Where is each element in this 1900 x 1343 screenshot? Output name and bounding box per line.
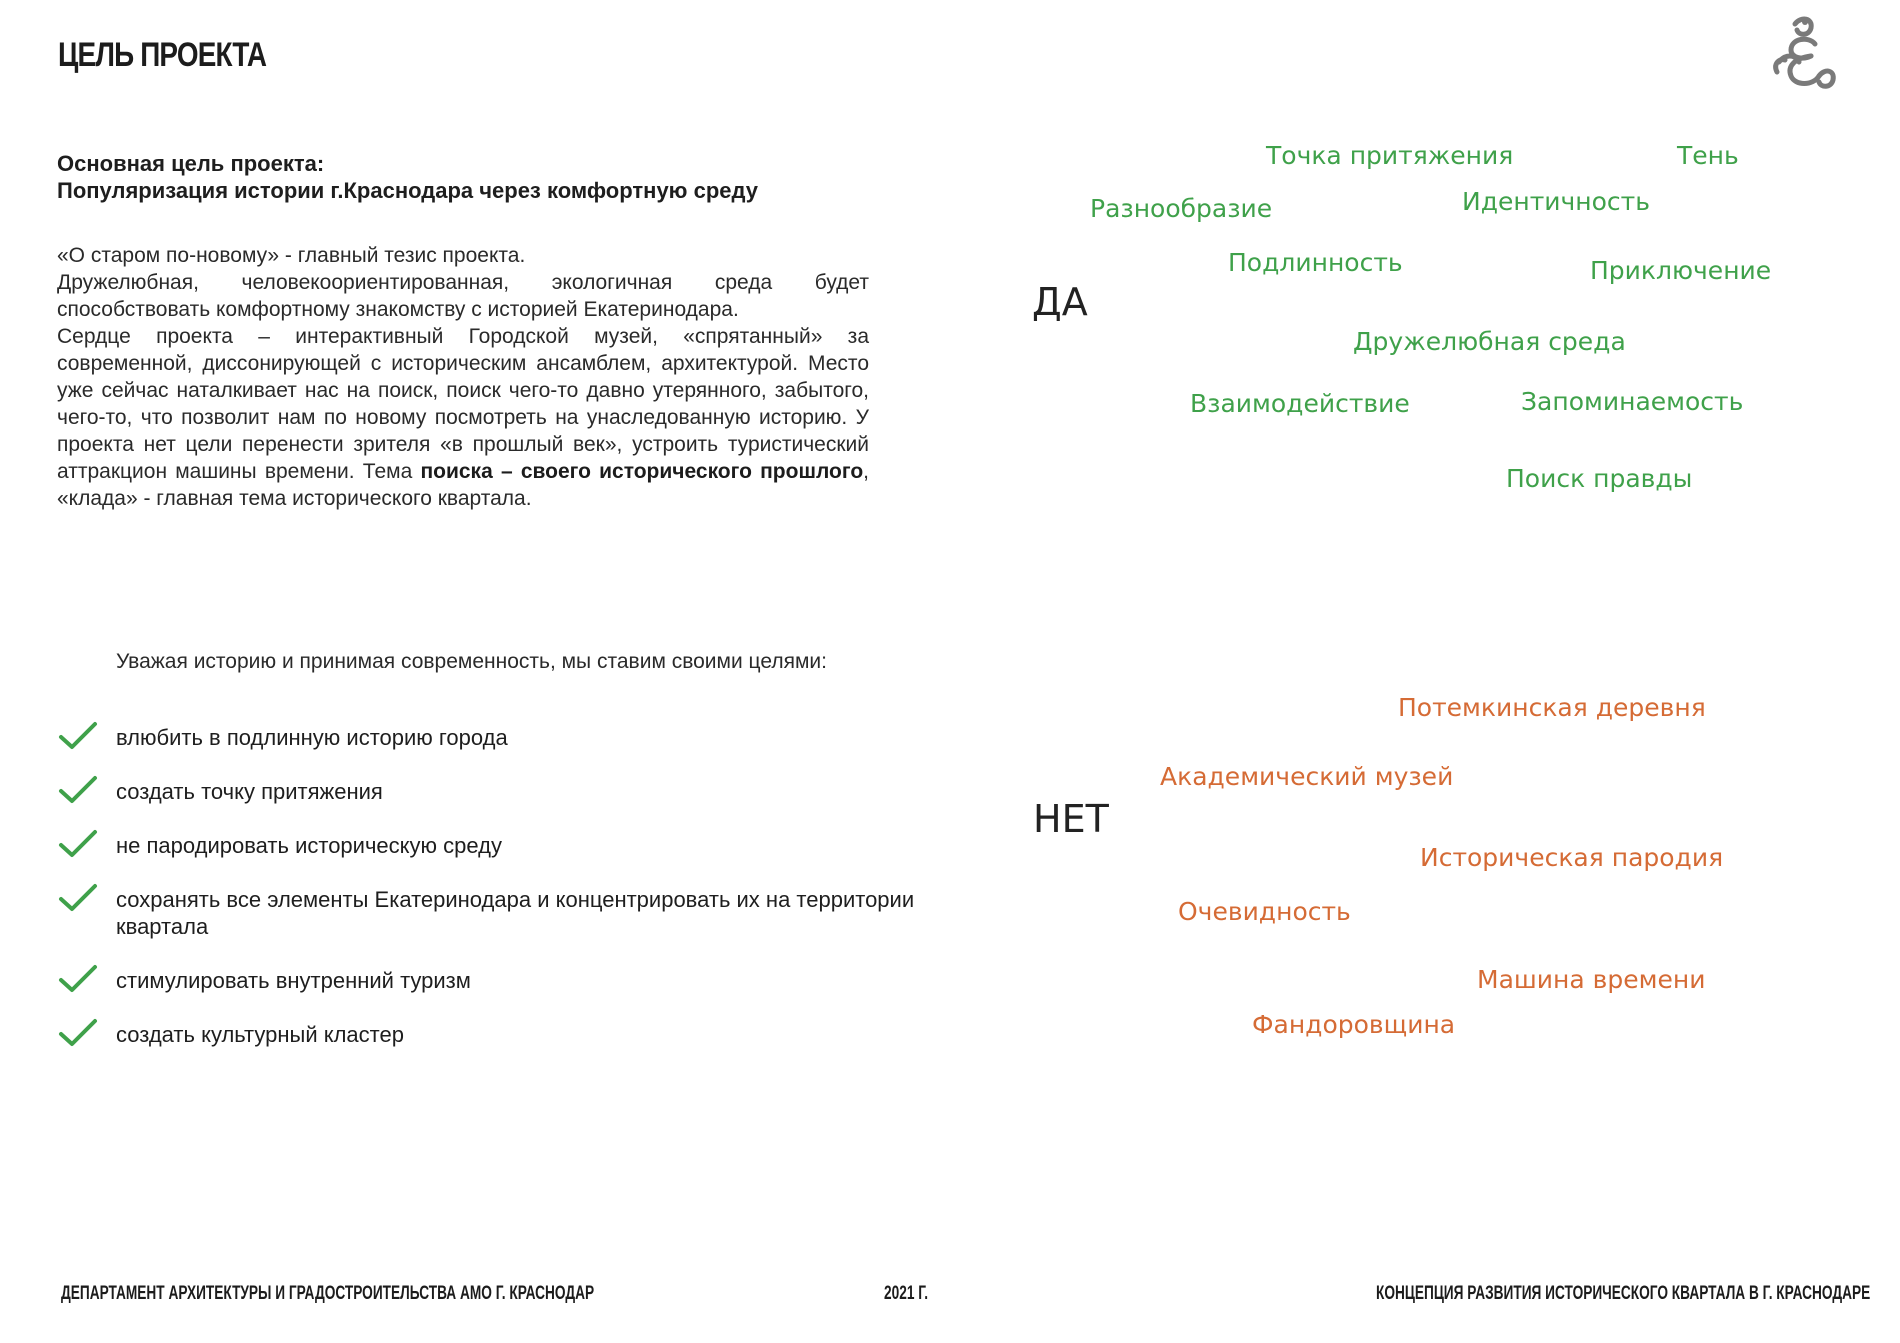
page-title: ЦЕЛЬ ПРОЕКТА: [58, 36, 267, 74]
word-yes-item: Точка притяжения: [1266, 141, 1514, 170]
footer-concept-title: КОНЦЕПЦИЯ РАЗВИТИЯ ИСТОРИЧЕСКОГО КВАРТАЛА В Г. КРАСНОДАРЕ: [1376, 1283, 1871, 1304]
checkmark-icon: [58, 828, 98, 860]
word-yes-item: Идентичность: [1462, 187, 1650, 216]
main-goal-text: Популяризация истории г.Краснодара через комфортную среду: [57, 178, 758, 203]
goal-item-text: влюбить в подлинную историю города: [116, 725, 508, 750]
main-goal-label: Основная цель проекта:: [57, 151, 325, 176]
description-museum-emphasis: поиска – своего исторического прошлого: [420, 460, 864, 483]
word-yes-item: Запоминаемость: [1521, 387, 1744, 416]
goal-item-text: не пародировать историческую среду: [116, 833, 502, 858]
goal-item: [58, 832, 916, 859]
word-no-item: Фандоровщина: [1252, 1010, 1456, 1039]
description-environment: Дружелюбная, человекоориентированная, экологичная среда будет способствовать комфортному знакомству с историей Екатеринодара.: [57, 271, 869, 321]
word-yes-item: Тень: [1677, 141, 1739, 170]
footer-year: 2021 Г.: [884, 1283, 929, 1304]
no-label: НЕТ: [1033, 797, 1109, 841]
checkmark-icon: [58, 774, 98, 806]
description-thesis: «О старом по-новому» - главный тезис проекта.: [57, 244, 526, 267]
word-no-item: Академический музей: [1160, 762, 1454, 791]
goal-item: [58, 886, 916, 940]
word-no-item: Потемкинская деревня: [1398, 693, 1706, 722]
description-museum-text: Сердце проекта – интерактивный Городской музей, «спрятанный» за современной, диссонирующей с историческим ансамблем, архитектурой. Место уже сейчас наталкивает нас на поиск, поиск чего-то давно утерянного, забытого, чего-то, что позволит нам по новому посмотреть на унаследованную историю. У проекта нет цели перенести зрителя «в прошлый век», устроить туристический аттракцион машины времени. Тема: [57, 325, 869, 483]
goal-item: [58, 724, 916, 751]
goal-item-text: стимулировать внутренний туризм: [116, 968, 471, 993]
word-yes-item: Взаимодействие: [1190, 389, 1410, 418]
checkmark-icon: [58, 882, 98, 914]
footer-department: ДЕПАРТАМЕНТ АРХИТЕКТУРЫ И ГРАДОСТРОИТЕЛЬСТВА АМО Г. КРАСНОДАР: [61, 1283, 595, 1304]
word-no-item: Очевидность: [1178, 897, 1351, 926]
yes-label: ДА: [1032, 280, 1088, 324]
goal-item: [58, 967, 916, 994]
checkmark-icon: [58, 1017, 98, 1049]
goal-item-text: создать культурный кластер: [116, 1022, 404, 1047]
project-description: [57, 242, 869, 512]
main-goal: [57, 150, 897, 204]
word-yes-item: Подлинность: [1228, 248, 1403, 277]
word-no-item: Историческая пародия: [1420, 843, 1724, 872]
description-museum: [57, 323, 869, 512]
description-museum-end: , «клада» - главная тема исторического квартала.: [57, 460, 869, 510]
goal-item: [58, 778, 916, 805]
word-yes-item: Разнообразие: [1090, 194, 1273, 223]
goal-item: [58, 1021, 916, 1048]
word-yes-item: Поиск правды: [1506, 464, 1693, 493]
goals-intro: Уважая историю и принимая современность, мы ставим своими целями:: [116, 650, 827, 673]
goal-item-text: создать точку притяжения: [116, 779, 383, 804]
word-no-item: Машина времени: [1477, 965, 1706, 994]
word-yes-item: Дружелюбная среда: [1353, 327, 1626, 356]
checkmark-icon: [58, 963, 98, 995]
ornamental-monogram-logo-icon: [1765, 14, 1845, 94]
checkmark-icon: [58, 720, 98, 752]
word-yes-item: Приключение: [1590, 256, 1772, 285]
goal-item-text: сохранять все элементы Екатеринодара и концентрировать их на территории квартала: [116, 887, 915, 939]
